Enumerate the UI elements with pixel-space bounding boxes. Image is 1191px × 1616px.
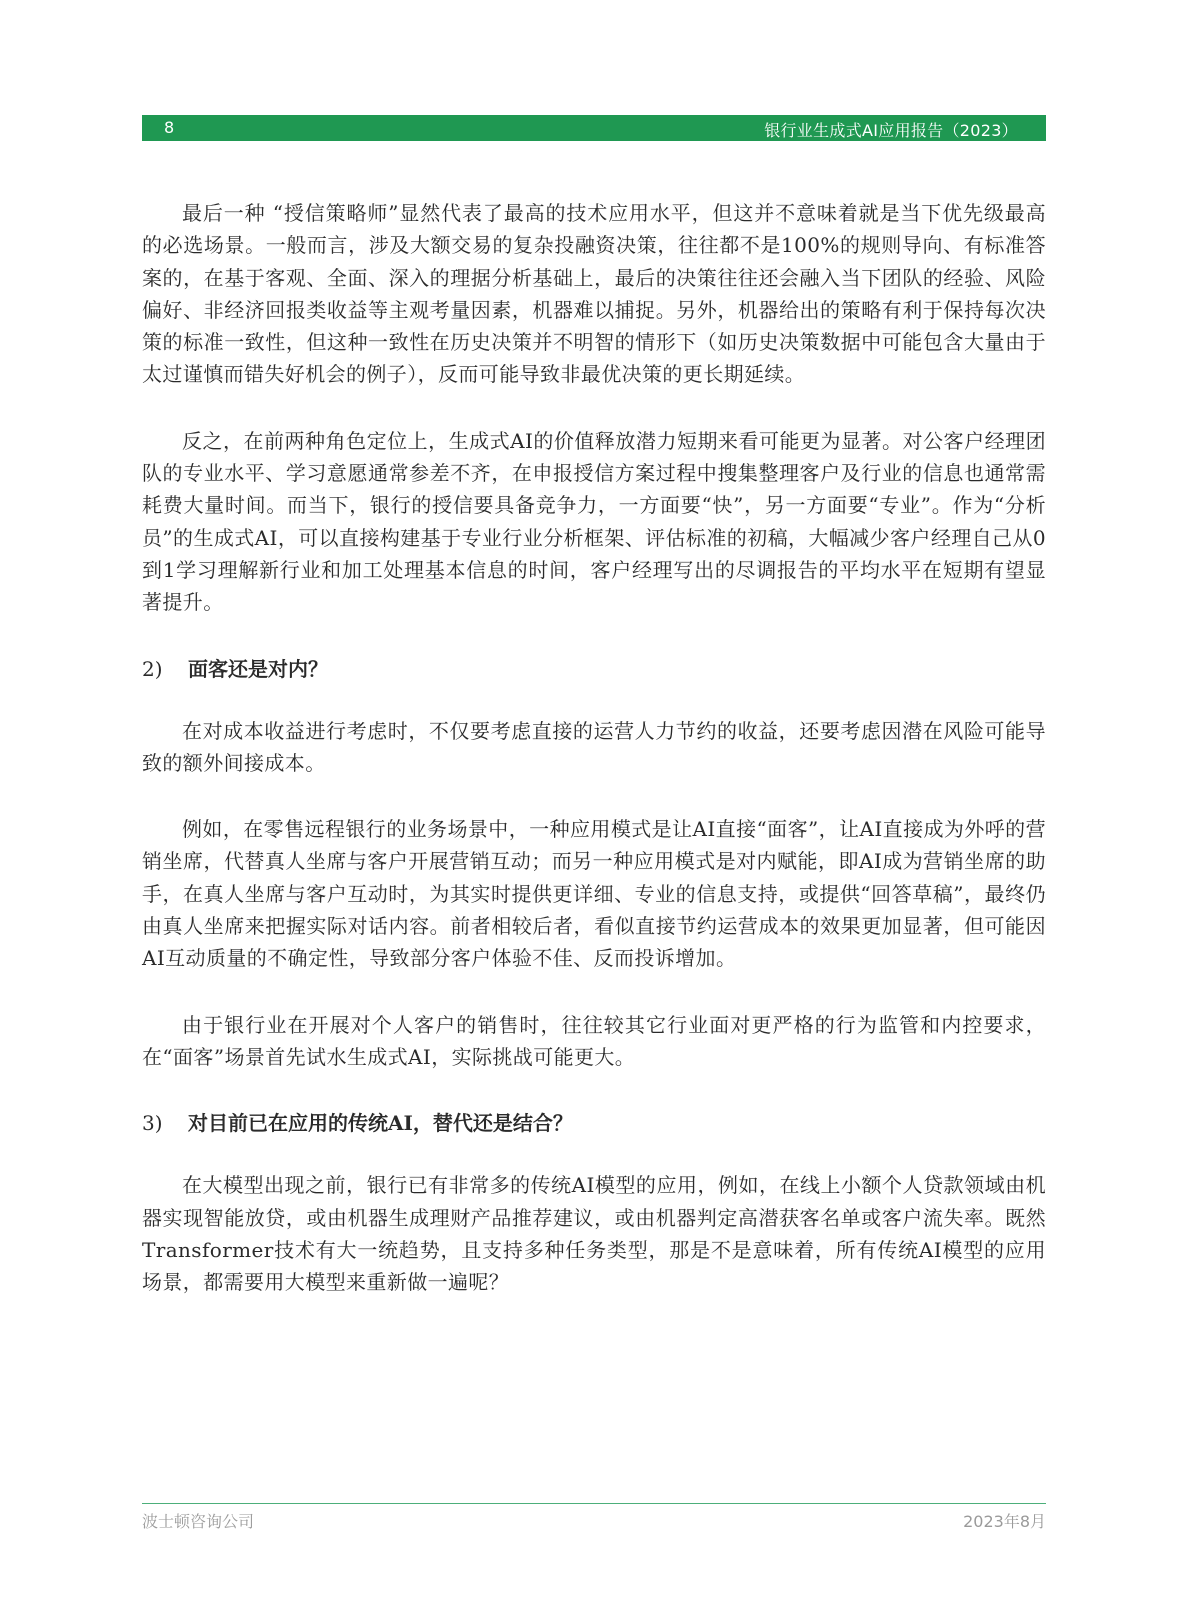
paragraph-4: 例如，在零售远程银行的业务场景中，一种应用模式是让AI直接“面客”，让AI直接成为外呼的营销坐席，代替真人坐席与客户开展营销互动；而另一种应用模式是对内赋能，即AI成为营销坐席的助手，在真人坐席与客户互动时，为其实时提供更详细、专业的信息支持，或提供“回答草稿”，最终仍由真人坐席来把握实际对话内容。前者相较后者，看似直接节约运营成本的效果更加显著，但可能因AI互动质量的不确定性，导致部分客户体验不佳、反而投诉增加。 [142, 817, 1046, 971]
main-content [142, 197, 1046, 1332]
paragraph-2: 反之，在前两种角色定位上，生成式AI的价值释放潜力短期来看可能更为显著。对公客户经理团队的专业水平、学习意愿通常参差不齐，在申报授信方案过程中搜集整理客户及行业的信息也通常需耗费大量时间。而当下，银行的授信要具备竞争力，一方面要“快”，另一方面要“专业”。作为“分析员”的生成式AI，可以直接构建基于专业行业分析框架、评估标准的初稿，大幅减少客户经理自己从0到1学习理解新行业和加工处理基本信息的时间，客户经理写出的尽调报告的平均水平在短期有望显著提升。 [142, 428, 1046, 615]
header-bar [142, 115, 1046, 141]
section-number-3: 3) [142, 1111, 163, 1136]
section-title-3: 对目前已在应用的传统AI，替代还是结合？ [188, 1111, 573, 1136]
section-title-2: 面客还是对内？ [188, 656, 328, 681]
page-number: 8 [164, 118, 175, 137]
section-number-2: 2) [142, 656, 163, 681]
paragraph-1: 最后一种 “授信策略师”显然代表了最高的技术应用水平，但这并不意味着就是当下优先级最高的必选场景。一般而言，涉及大额交易的复杂投融资决策，往往都不是100%的规则导向、有标准答案的，在基于客观、全面、深入的理据分析基础上，最后的决策往往还会融入当下团队的经验、风险偏好、非经济回报类收益等主观考量因素，机器难以捕捉。另外，机器给出的策略有利于保持每次决策的标准一致性，但这种一致性在历史决策并不明智的情形下（如历史决策数据中可能包含大量由于太过谨慎而错失好机会的例子），反而可能导致非最优决策的更长期延续。 [142, 201, 1046, 387]
section-heading-3 [142, 1107, 1046, 1139]
section-heading-2 [142, 653, 1046, 685]
report-title: 银行业生成式AI应用报告（2023） [764, 121, 1018, 140]
paragraph-5: 由于银行业在开展对个人客户的销售时，往往较其它行业面对更严格的行为监管和内控要求，在“面客”场景首先试水生成式AI，实际挑战可能更大。 [142, 1012, 1046, 1069]
footer-divider [142, 1503, 1046, 1504]
paragraph-6: 在大模型出现之前，银行已有非常多的传统AI模型的应用，例如，在线上小额个人贷款领域由机器实现智能放贷，或由机器生成理财产品推荐建议，或由机器判定高潜获客名单或客户流失率。既然Transformer技术有大一统趋势，且支持多种任务类型，那是不是意味着，所有传统AI模型的应用场景，都需要用大模型来重新做一遍呢？ [142, 1173, 1046, 1295]
footer-date: 2023年8月 [963, 1512, 1046, 1531]
paragraph-3: 在对成本收益进行考虑时，不仅要考虑直接的运营人力节约的收益，还要考虑因潜在风险可能导致的额外间接成本。 [142, 718, 1046, 775]
footer-company: 波士顿咨询公司 [142, 1512, 255, 1531]
